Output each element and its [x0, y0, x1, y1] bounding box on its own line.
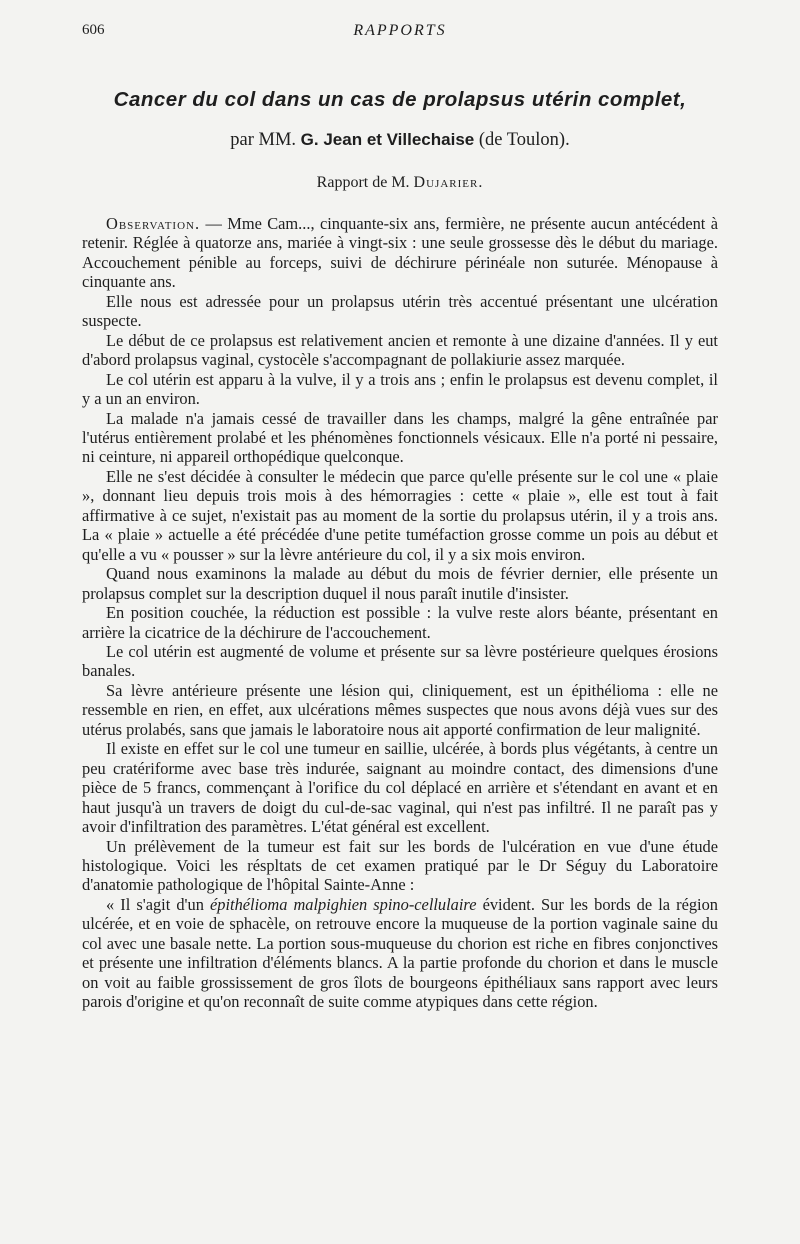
authors-line — [82, 130, 718, 151]
paragraph: La malade n'a jamais cessé de travailler dans les champs, malgré la gêne entraînée par l'utérus entièrement prolabé et les phénomènes fonctionnels vésicaux. Elle n'a porté ni pessaire, ni ceinture, ni appareil orthopédique quelconque. — [82, 408, 718, 467]
paragraph: Le début de ce prolapsus est relativement ancien et remonte à une dizaine d'années. Il y eut d'abord prolapsus vaginal, cystocèle s'accompagnant de pollakiurie assez marquée. — [82, 330, 718, 370]
running-title: RAPPORTS — [353, 22, 447, 39]
page-number: 606 — [82, 22, 105, 38]
paragraph: Le col utérin est apparu à la vulve, il y a trois ans ; enfin le prolapsus est devenu complet, il y a un an environ. — [82, 369, 718, 409]
authors-prefix: par MM. — [230, 130, 297, 150]
quote-rest: évident. Sur les bords de la région ulcérée, et en voie de sphacèle, on retrouve encore la muqueuse de la portion vaginale saine du col avec une basale nette. La portion sous-muqueuse du chorion est riche en fibres conjonctives et présente une infiltration d'éléments blancs. A la partie profonde du chorion et dans le muscle on voit au faible grossissement de gros îlots de bourgeons épithéliaux sans rapport avec leurs parois d'origine et qu'on reconnaît de suite comme atypiques dans cette région. — [82, 894, 718, 1012]
page-header — [82, 22, 718, 46]
reporter-name: Dujarier. — [413, 174, 484, 191]
paragraph: Le col utérin est augmenté de volume et présente sur sa lèvre postérieure quelques érosions banales. — [82, 641, 718, 681]
paragraph: En position couchée, la réduction est possible : la vulve reste alors béante, présentant en arrière la cicatrice de la déchirure de l'accouchement. — [82, 603, 718, 642]
paragraph-text: — Mme Cam..., cinquante-six ans, fermière, ne présente aucun antécédent à retenir. Réglée à quatorze ans, mariée à vingt-six : une seule grossesse dès le début du mariage. Accouchement pénible au forceps, suivi de déchirure périnéale non suturée. Ménopause à cinquante ans. — [82, 214, 718, 292]
paragraph: Elle ne s'est décidée à consulter le médecin que parce qu'elle présente sur le col une « plaie », donnant lieu depuis trois mois à des hémorragies : cette « plaie », elle est tout à fait affirmative à ce sujet, n'existait pas au moment de la sortie du prolapsus utérin, il y a trois ans. La « plaie » actuelle a été précédée d'une petite tuméfaction grosse comme un pois au début et qu'elle a vu « pousser » sur la lèvre antérieure du col, il y a six mois environ. — [82, 466, 718, 564]
reporter-line — [82, 174, 718, 192]
paragraph: Il existe en effet sur le col une tumeur en saillie, ulcérée, à bords plus végétants, à centre un peu cratériforme avec base très indurée, saignant au moindre contact, des dimensions d'une pièce de 5 francs, commençant à l'orifice du col déplacé en arrière et s'étendant en avant et en haut jusqu'à un travers de doigt du cul-de-sac vaginal, qui n'est pas infiltré. Il ne paraît pas y avoir d'infiltration des paramètres. L'état général est excellent. — [82, 739, 718, 837]
authors-names: G. Jean et Villechaise — [300, 130, 475, 149]
paragraph: Elle nous est adressée pour un prolapsus utérin très accentué présentant une ulcération suspecte. — [82, 291, 718, 331]
authors-place: (de Toulon). — [478, 130, 570, 150]
observation-lead: Observation. — [106, 214, 201, 233]
paragraph: Sa lèvre antérieure présente une lésion qui, cliniquement, est un épithélioma : elle ne ressemble en rien, en effet, aux ulcérations mêmes suspectes que nous avons déjà vues sur des utérus prolabés, sans que jamais le laboratoire nous ait apporté confirmation de leur malignité. — [82, 680, 718, 739]
diagnosis-term: épithélioma malpighien spino-cellulaire — [210, 894, 477, 914]
article-body — [82, 214, 718, 1012]
article-title: Cancer du col dans un cas de prolapsus utérin complet, — [113, 88, 687, 111]
paragraph — [82, 214, 718, 292]
paragraph: Quand nous examinons la malade au début du mois de février dernier, elle présente un prolapsus complet sur la description duquel il nous paraît inutile d'insister. — [82, 564, 718, 603]
paragraph — [82, 895, 718, 1012]
reporter-prefix: Rapport de M. — [316, 174, 410, 191]
quote-open: « Il s'agit d'un — [106, 894, 204, 914]
paragraph: Un prélèvement de la tumeur est fait sur les bords de l'ulcération en vue d'une étude histologique. Voici les réspltats de cet examen pratiqué par le Dr Séguy du Laboratoire d'anatomie pathologique de l'hôpital Sainte-Anne : — [82, 836, 718, 895]
